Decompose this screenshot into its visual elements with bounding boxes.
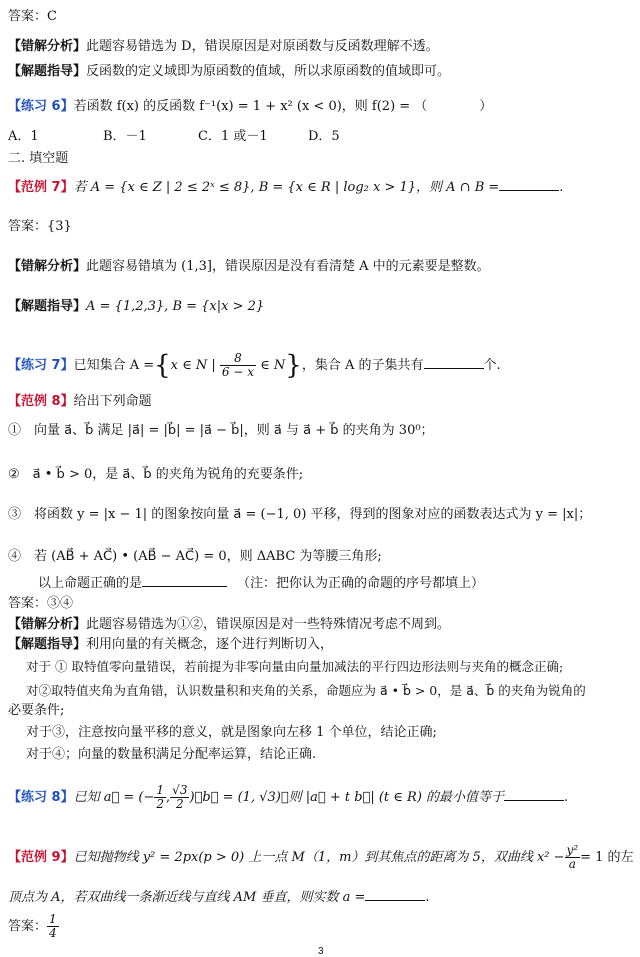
proposition-text: ① 向量 a⃗、b⃗ 满足 |a⃗| = |b⃗| = |a⃗ − b⃗|，则 a⃗ 与 a⃗ + b⃗ 的夹角为 30⁰； [8, 423, 434, 438]
exercise-text: 已知集合 A = [73, 358, 155, 373]
numerator: 8 [220, 352, 256, 366]
set-condition: x ∈ N | [170, 358, 216, 373]
guide-point-text: 对②取特值夹角为直角错，认识数量积和夹角的关系，命题应为 a⃗ • b⃗ > 0，是 a⃗、b⃗ 的夹角为锐角的 [26, 683, 586, 698]
answer-blank [499, 178, 559, 191]
answer-blank [142, 574, 227, 587]
proposition-4 [8, 548, 632, 566]
example-9-cont [8, 888, 632, 907]
error-analysis-tag: 【错解分析】 [8, 39, 87, 54]
solution-guide-text: A = {1,2,3}, B = {x|x > 2} [86, 299, 265, 314]
proposition-text: ③ 将函数 y = |x − 1| 的图象按向量 a⃗ = (−1, 0) 平移，得到的图象对应的函数表达式为 y = |x|； [8, 507, 592, 522]
exercise-6-options [8, 128, 632, 146]
period: . [559, 180, 564, 195]
example-text: 已知抛物线 y² = 2px(p > 0) 上一点 M（1，m）到其焦点的距离为 5，双曲线 x² − [73, 850, 565, 865]
error-analysis-text: 此题容易错选为 D，错误原因是对原函数与反函数理解不透。 [86, 39, 439, 54]
error-analysis-1 [8, 38, 632, 56]
exercise-tag: 【练习 6】 [8, 99, 74, 114]
exercise-tag: 【练习 8】 [8, 790, 74, 805]
answer-8 [8, 595, 632, 613]
guide-point-text: 对于 ① 取特值零向量错误，若前提为非零向量由向量加减法的平行四边形法则与夹角的概念正确; [26, 659, 564, 674]
example-text: 给出下列命题 [73, 394, 152, 409]
period: . [564, 790, 569, 805]
exercise-7 [8, 346, 632, 386]
fraction [47, 913, 59, 940]
exercise-tag: 【练习 7】 [8, 358, 74, 373]
numerator: y² [566, 843, 579, 857]
fraction [565, 844, 581, 871]
guide-point-text: 对于④；向量的数量积满足分配率运算，结论正确. [26, 747, 317, 762]
conclusion-text: 以上命题正确的是 [38, 576, 143, 591]
guide-point-2 [26, 682, 632, 700]
example-text: 顶点为 A，若双曲线一条渐近线与直线 AM 垂直，则实数 a = [8, 890, 366, 905]
answer-7 [8, 218, 632, 236]
proposition-text: ④ 若 (AB⃗ + AC⃗) • (AB⃗ − AC⃗) = 0，则 ΔABC 为等腰三角形; [8, 549, 382, 564]
comma: , [166, 790, 171, 805]
conclusion-note: （注：把你认为正确的命题的序号都填上） [237, 576, 485, 591]
fraction-2 [170, 784, 189, 811]
proposition-3 [8, 506, 632, 524]
set-membership: ∈ N [260, 358, 286, 373]
solution-guide-text: 反函数的定义域即为原函数的值域，所以求原函数的值域即可。 [86, 64, 451, 79]
proposition-text: ② a⃗ • b⃗ > 0，是 a⃗、b⃗ 的夹角为锐角的充要条件; [8, 467, 304, 482]
solution-guide-tag: 【解题指导】 [8, 637, 87, 652]
error-analysis-tag: 【错解分析】 [8, 259, 87, 274]
solution-guide-tag: 【解题指导】 [8, 64, 87, 79]
answer-blank [504, 788, 564, 801]
section-heading [8, 150, 632, 168]
error-analysis-7 [8, 258, 632, 276]
solution-guide-text: 利用向量的有关概念，逐个进行判断切入， [86, 637, 334, 652]
denominator: a [568, 857, 576, 871]
period: . [425, 890, 430, 905]
exercise-text: 若函数 f(x) 的反函数 f⁻¹(x) = 1 + x² (x < 0)，则 f(2) = （ ） [73, 99, 493, 114]
answer-blank [365, 888, 425, 901]
section-heading-text: 二. 填空题 [8, 151, 69, 166]
answer-9 [8, 912, 632, 942]
exercise-text-3: 个. [483, 358, 501, 373]
exercise-text-2: ，集合 A 的子集共有 [301, 358, 424, 373]
error-analysis-text: 此题容易错选为①②，错误原因是对一些特殊情况考虑不周到。 [86, 617, 451, 632]
left-brace-icon: { [154, 350, 171, 381]
exercise-text: 已知 a⃗ = (− [73, 790, 155, 805]
error-analysis-text: 此题容易错填为 (1,3]，错误原因是没有看清楚 A 中的元素要是整数。 [86, 259, 490, 274]
example-tag: 【范例 8】 [8, 394, 74, 409]
option-c: C．1 或－1 [198, 129, 268, 144]
example-7 [8, 178, 632, 197]
solution-guide-8 [8, 636, 632, 654]
exercise-8 [8, 780, 632, 816]
numerator: 1 [156, 783, 165, 797]
guide-point-text: 对于③，注意按向量平移的意义，就是图象向左移 1 个单位，结论正确; [26, 725, 437, 740]
solution-guide-1 [8, 63, 632, 81]
fraction-1 [154, 784, 166, 811]
numerator: √3 [172, 783, 188, 797]
guide-point-text: 必要条件; [8, 703, 65, 718]
solution-guide-tag: 【解题指导】 [8, 299, 87, 314]
option-d: D．5 [308, 129, 340, 144]
guide-point-2-cont [8, 702, 632, 720]
answer-text: 答案：③④ [8, 596, 74, 611]
page-number: 3 [318, 946, 324, 957]
example-8 [8, 393, 632, 411]
solution-guide-7 [8, 298, 632, 316]
example-text: 若 A = {x ∈ Z | 2 ≤ 2ˣ ≤ 8}, B = {x ∈ R | log₂ x > 1}，则 A ∩ B = [73, 180, 500, 195]
example-tag: 【范例 7】 [8, 180, 74, 195]
conclusion-line [38, 574, 632, 593]
denominator: 6 − x [221, 365, 255, 379]
fraction [220, 352, 256, 379]
proposition-1 [8, 422, 632, 440]
guide-point-4 [26, 746, 632, 764]
proposition-2 [8, 466, 632, 484]
numerator: 1 [49, 912, 57, 926]
right-brace-icon: } [285, 350, 302, 381]
denominator: 4 [49, 926, 57, 940]
error-analysis-8 [8, 616, 632, 634]
error-analysis-tag: 【错解分析】 [8, 617, 87, 632]
answer-line [8, 8, 632, 26]
answer-text: 答案：C [8, 9, 57, 24]
option-b: B．－1 [103, 129, 147, 144]
denominator: 2 [175, 797, 184, 811]
exercise-6 [8, 98, 632, 116]
option-a: A．1 [8, 129, 39, 144]
exercise-text-2: )，b⃗ = (1, √3)，则 |a⃗ + t b⃗| (t ∈ R) 的最小值等于 [189, 790, 505, 805]
guide-point-1 [26, 658, 632, 676]
answer-label: 答案： [8, 919, 48, 934]
example-text-2: = 1 的左 [580, 850, 634, 865]
example-9 [8, 840, 632, 876]
denominator: 2 [156, 797, 165, 811]
guide-point-3 [26, 724, 632, 742]
answer-text: 答案：{3} [8, 219, 72, 234]
answer-blank [424, 356, 484, 369]
example-tag: 【范例 9】 [8, 850, 74, 865]
